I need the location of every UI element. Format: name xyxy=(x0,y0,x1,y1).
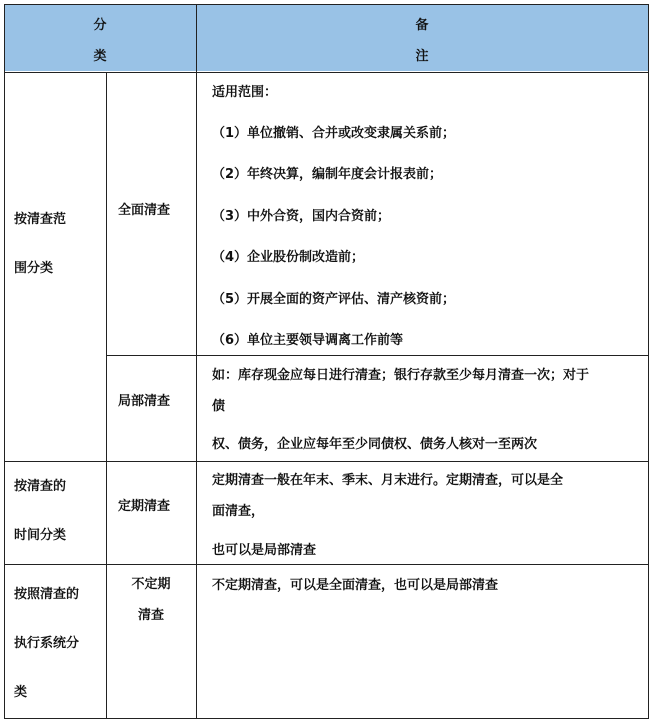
category-time-line-2: 时间分类 xyxy=(14,528,67,543)
note-line: 不定期清查，可以是全面清查，也可以是局部清查 xyxy=(212,578,499,593)
header-category-2: 类 xyxy=(93,49,107,64)
category-scope-line-1: 按清查范 xyxy=(14,212,67,227)
sub-irregular-check-line-2: 清查 xyxy=(137,608,164,623)
header-notes-2: 注 xyxy=(415,49,429,64)
row-divider xyxy=(106,355,649,356)
note-line: （2）年终决算，编制年度会计报表前； xyxy=(212,167,443,182)
note-line: （4）企业股份制改造前； xyxy=(212,250,365,265)
table-border-top xyxy=(4,4,649,5)
header-category-1: 分 xyxy=(93,18,107,33)
sub-irregular-check-line-1: 不定期 xyxy=(131,577,171,592)
row-divider xyxy=(4,564,649,565)
note-line: 适用范围： xyxy=(212,85,278,100)
note-line: 也可以是局部清查 xyxy=(212,543,317,558)
category-system-line-1: 按照清查的 xyxy=(14,587,80,602)
sub-periodic-check: 定期清查 xyxy=(118,499,171,514)
note-line: （3）中外合资，国内合资前； xyxy=(212,209,391,224)
header-divider xyxy=(4,72,649,73)
note-line: 权、债务，企业应每年至少同债权、债务人核对一至两次 xyxy=(212,437,538,452)
note-line: （1）单位撤销、合并或改变隶属关系前； xyxy=(212,126,456,141)
note-line: 面清查， xyxy=(212,504,265,519)
note-line: 债 xyxy=(212,399,226,414)
table-border-right xyxy=(648,4,649,719)
note-line: 定期清查一般在年末、季末、月末进行。定期清查，可以是全 xyxy=(212,473,564,488)
note-line: （6）单位主要领导调离工作前等 xyxy=(212,333,404,348)
note-line: （5）开展全面的资产评估、清产核资前； xyxy=(212,292,456,307)
note-line: 如：库存现金应每日进行清查；银行存款至少每月清查一次；对于 xyxy=(212,368,590,383)
column-divider xyxy=(196,72,197,719)
category-scope-line-2: 围分类 xyxy=(14,261,54,276)
category-time-line-1: 按清查的 xyxy=(14,479,67,494)
header-notes-1: 备 xyxy=(415,18,429,33)
row-divider xyxy=(4,461,649,462)
table-border-left xyxy=(4,4,5,719)
table-border-bottom xyxy=(4,718,649,719)
category-system-line-3: 类 xyxy=(14,685,28,700)
category-system-line-2: 执行系统分 xyxy=(14,636,80,651)
sub-full-check: 全面清查 xyxy=(118,203,171,218)
sub-partial-check: 局部清查 xyxy=(118,394,171,409)
